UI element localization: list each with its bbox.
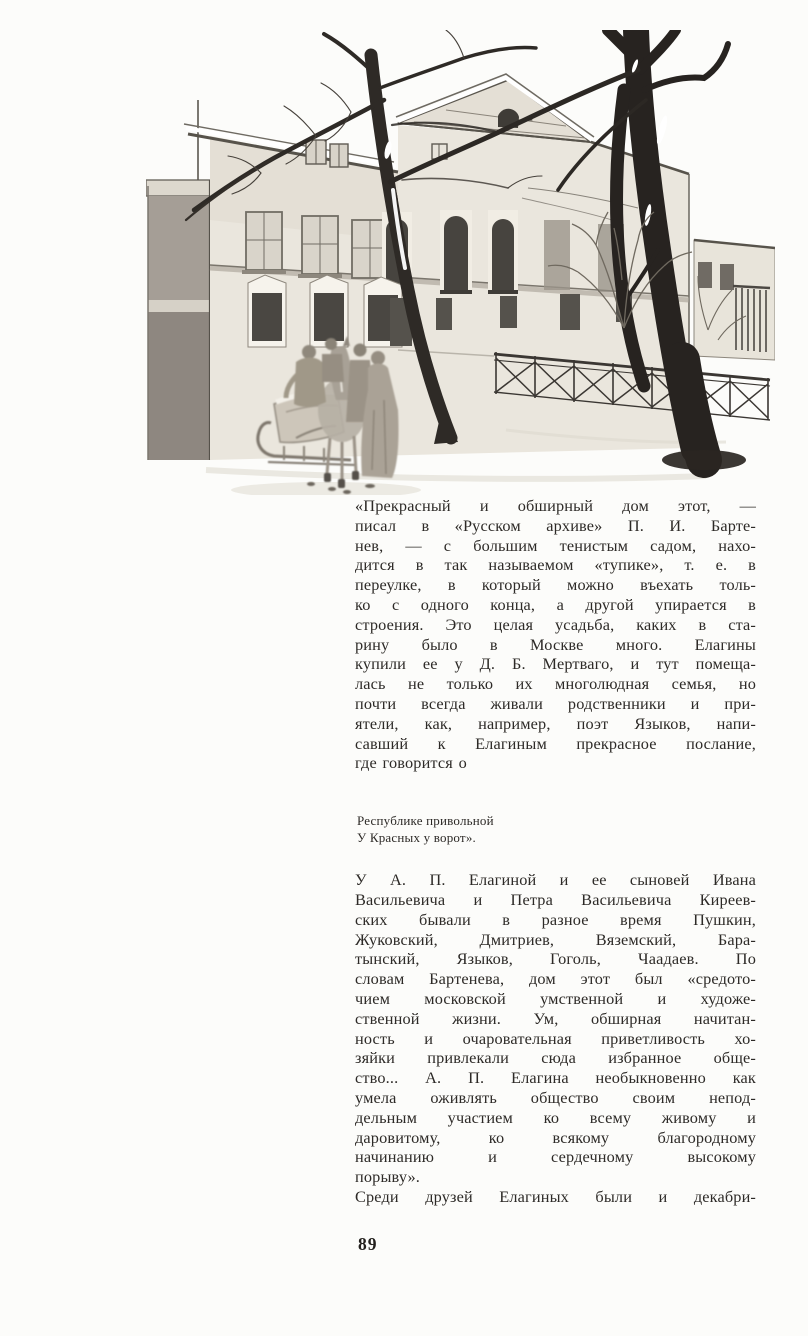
text-line: лась не только их многолюдная семья, но — [355, 674, 756, 694]
text-line: начинанию и сердечному высокому — [355, 1147, 756, 1167]
text-line: купили ее у Д. Б. Мертваго, и тут помеща- — [355, 654, 756, 674]
text-line: писал в «Русском архиве» П. И. Барте- — [355, 515, 756, 535]
text-line: ятели, как, например, поэт Языков, напи- — [355, 713, 756, 733]
text-line: где говорится о — [355, 753, 467, 773]
text-line: чием московской умственной и художе- — [355, 988, 756, 1008]
text-line: ность и очаровательная приветливость хо- — [355, 1028, 756, 1048]
right-outbuilding — [694, 240, 775, 360]
text-line: Васильевича и Петра Васильевича Киреев- — [355, 889, 756, 909]
text-line: рину было в Москве много. Елагины — [355, 634, 756, 654]
winter-manor-drawing — [146, 30, 775, 495]
text-line: дельным участием ко всему живому и — [355, 1107, 756, 1127]
paragraph — [355, 496, 756, 773]
text-line: савший к Елагиным прекрасное послание, — [355, 733, 756, 753]
text-line: строения. Это целая усадьба, каких в ста- — [355, 614, 756, 634]
text-line: «Прекрасный и обширный дом этот, — — [355, 496, 756, 515]
text-line: переулке, в который можно въехать толь- — [355, 575, 756, 595]
upper-floor-windows — [242, 212, 388, 278]
text-line: У Красных у ворот». — [357, 829, 476, 845]
text-line: дится в так называемом «тупике», т. е. в — [355, 555, 756, 575]
winter-manor-illustration — [146, 30, 775, 495]
paragraph — [355, 1187, 756, 1207]
text-line: ственной жизни. Ум, обширная начитан- — [355, 1008, 756, 1028]
text-line: порыву». — [355, 1167, 421, 1187]
text-line: умела оживлять общество своим непод- — [355, 1087, 756, 1107]
page-number: 89 — [358, 1234, 378, 1254]
verse-paragraph — [357, 813, 756, 846]
text-line: Республике привольной — [357, 813, 494, 829]
text-line: ко с одного конца, а другой упирается в — [355, 594, 756, 614]
text-line: нев, — с большим тенистым садом, нахо- — [355, 535, 756, 555]
text-line: почти всегда живали родственники и при- — [355, 693, 756, 713]
text-line: У А. П. Елагиной и ее сыновей Ивана — [355, 870, 756, 890]
text-line: Среди друзей Елагиных были и декабри- — [355, 1186, 756, 1206]
text-line: словам Бартенева, дом этот был «средото- — [355, 969, 756, 989]
text-column — [355, 496, 756, 1207]
text-line: тынский, Языков, Гоголь, Чаадаев. По — [355, 949, 756, 969]
left-annex — [146, 100, 213, 460]
paragraph — [355, 870, 756, 1187]
text-line: зяйки привлекали сюда избранное обще- — [355, 1048, 756, 1068]
text-line: ство... А. П. Елагина необыкновенно как — [355, 1068, 756, 1088]
text-line: ских бывали в разное время Пушкин, — [355, 909, 756, 929]
text-line: даровитому, ко всякому благородному — [355, 1127, 756, 1147]
text-line: Жуковский, Дмитриев, Вяземский, Бара- — [355, 929, 756, 949]
